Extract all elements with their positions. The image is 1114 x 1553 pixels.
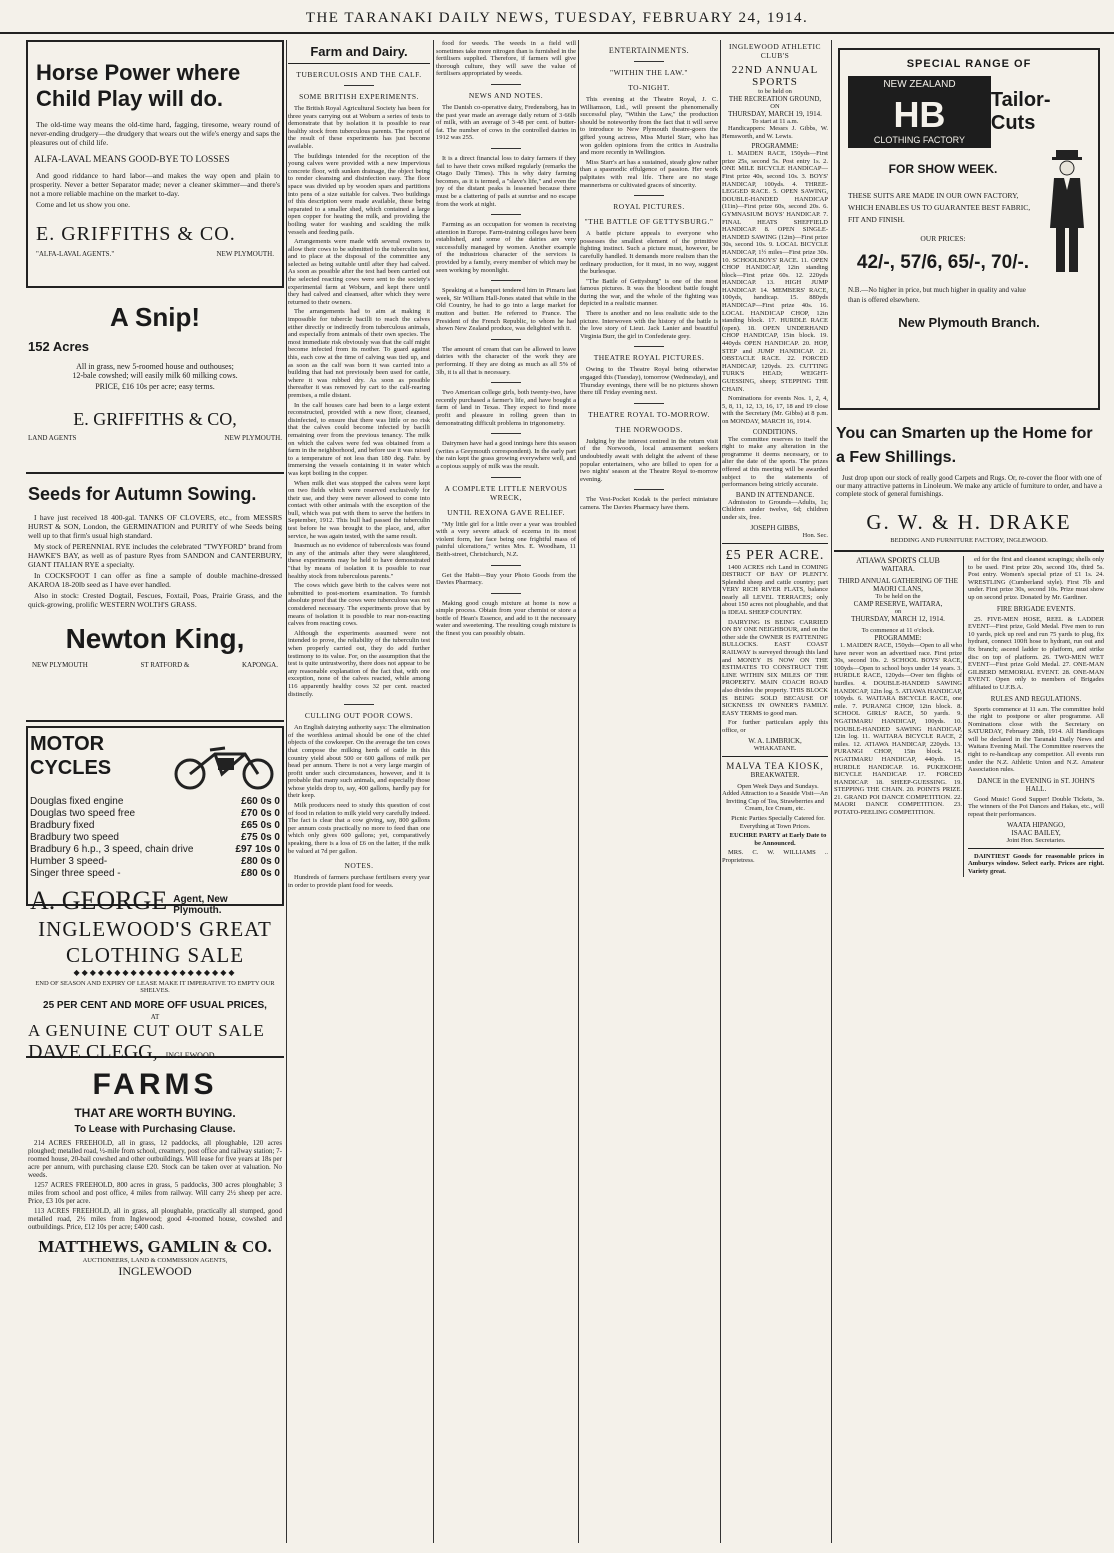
ad-line: CAMP RESERVE, WAITARA, <box>853 600 943 608</box>
article-subheading: THEATRE ROYAL TO-MORROW. <box>588 409 710 419</box>
article-paragraph: Speaking at a banquet tendered him in Pimaru last week, Sir William Hall-Jones stated that while in the Old Country, he had to go into a large market for mutton and butter. He referred to France. The President of the French Republic, to whom he had shown New Zealand produce, was delighted with it. <box>436 287 576 333</box>
ad-line: PROGRAMME: <box>751 142 799 151</box>
gentleman-figure-icon <box>1044 148 1090 278</box>
article-paragraph: The amount of cream that can be allowed to leave dairies with the character of the work they are performing. If they are doing as much as all 5% of 3lb, it is all that is necessary. <box>436 345 576 376</box>
article-subheading: THEATRE ROYAL PICTURES. <box>593 353 705 363</box>
article-paragraph: The arrangements had to aim at making it impossible for tubercle bacilli to reach the calves either directly or indirectly from tuberculous animals, and especially from animals of their own species. The most immediate risk obviously was that the calf might become infected from its mother. To guard against this, each cow at the time of calving was tied up, and as soon as the calf was born it was carried into a building that had not previously been used for cattle, where it was rubbed dry. As soon as possible thereafter it was removed by cart to the calf-rearing premises, a mile distant. <box>288 308 430 399</box>
article-paragraph: Inasmuch as no evidence of tuberculosis was found in any of the animals after they were slaughtered, these experiments may be held to have demonstrated "that by means of isolation it is possible to rear healthy stock from tuberculous parents." <box>288 542 430 580</box>
ad-body: Nominations for events Nos. 1, 2, 4, 5, 8, 11, 12, 13, 16, 17, 18 and 19 close with the Secretary (Mr. Gibbs) at 8 p.m. on MONDAY, MARCH 16, 1914. <box>722 395 828 425</box>
article-paragraph: There is another and no less realistic side to the picture. Interwoven with the history of the battle is the love story of Lieut. Jack Lanier and beautiful Virginia Burr, the girl in Confederate grey. <box>580 310 718 340</box>
article-subheading: TUBERCULOSIS AND THE CALF. <box>296 70 422 79</box>
column-rule <box>720 40 721 1543</box>
ad-line: To be held on the <box>875 593 921 600</box>
ad-headline: You can Smarten up the Home for a Few Shillings. <box>836 425 1093 466</box>
article-subheading: CULLING OUT POOR COWS. <box>304 711 414 721</box>
article-paragraph: Owing to the Theatre Royal being otherwise engaged this (Tuesday), tomorrow (Wednesday), and Thursday evenings, there will be no pictures shown there till Friday evening next. <box>580 366 718 397</box>
ad-line: A GENUINE CUT OUT SALE <box>28 1021 265 1040</box>
ad-signature: Joint Hon. Secretaries. <box>1006 836 1066 844</box>
column-farm-and-dairy <box>288 40 430 1543</box>
ad-subtitle: THAT ARE WORTH BUYING. <box>74 1106 236 1120</box>
ad-body: Also in stock: Crested Dogtail, Fescues, Foxtail, Poas, Prairie Grass, and the quick-growing, prolific WESTERN WOLTH'S GRASS. <box>28 591 282 609</box>
article-paragraph: Arrangements were made with several owners to allow their cows to be submitted to the tuberculin test, and to place at the disposal of the committee any selected as being suitable until after they had calved. As soon as possible after the test had been carried out the selected reacting cows were sent to the society's experimental farm at Woburn, and kept there until they had calved and cleansed, after which they were returned to their owners. <box>288 238 430 306</box>
ad-headline: MOTOR CYCLES <box>30 733 112 779</box>
column-advertisements-right <box>834 40 1104 1543</box>
motorcycle-illustration-icon <box>170 732 280 792</box>
ad-line: All in grass, new 5-roomed house and outhouses; <box>76 362 234 371</box>
ad-body: My stock of PERENNIAL RYE includes the celebrated "TWYFORD" brand from HAWKE'S BAY, as well as of pasture Ryes from SANDON and CANTERBURY, GIANT ITALIAN RYE a specialty. <box>28 542 282 569</box>
article-paragraph: A battle picture appeals to everyone who possesses the smallest element of the primitive fighting instinct. Such a picture must, however, be carefully handled. It demands more realism than the ordinary production, for it must, in no way, suggest the burlesque. <box>580 230 718 276</box>
column-rule <box>831 40 832 1543</box>
ad-body: Open Week Days and Sundays. Added Attraction to a Seaside Visit—An Inviting Cup of Tea, Strawberries and Cream, Ice Cream, etc. <box>722 782 828 813</box>
ad-subtitle: FOR SHOW WEEK. <box>888 162 998 176</box>
ad-body: 1. MAIDEN RACE, 150yds—First prize 25s, second 5s. Post entry 1s. 2. ONE MILE BICYCLE HANDICAP—First prize 40s, second 10s. 3. BOYS' HANDICAP, 100yds. 4. THREE-LEGGED RACE. 5. OPEN SAWING, DOUBLE-HANDED HANDICAP (11in)—First prize 60s, second 20s. 6. GYMNASIUM BOYS' HANDICAP. 7. FINAL HEATS SHEFFIELD HANDICAP. 8. OPEN SINGLE-HANDED SAWING (12in)—First prize 30s, second 10s. 9. LOCAL BICYCLE HANDICAP, 1½ miles—First prize 30s. 10. SCHOOLBOYS' RACE. 11. OPEN CHOP HANDICAP, 12in standing block—First prize 60s. 12. 220yds HANDICAP. 13. HIGH JUMP HANDICAP. 14. MEMBERS' RACE, 100yds, handicap. 15. 880yds HANDICAP—First prize 40s. 16. LOCAL HANDICAP CHOP, 12in standing block. 17. HURDLE RACE (open). 18. OPEN UNDERHAND CHOP HANDICAP, 15in block. 19. 440yds OPEN HANDICAP. 20. HOP, STEP and JUMP HANDICAP. 21. OBSTACLE RACE. 22. FORCED HANDICAP, 120yds. 23. CUTTING TURK'S HEAD; WEIGHT-GUESSING, sheep; STEPPING THE CHAIN. <box>722 150 828 393</box>
ad-slogan: ALFA-LAVAL MEANS GOOD-BYE TO LOSSES <box>34 155 230 165</box>
ad-signature: ISAAC BAILEY, <box>1011 828 1061 837</box>
ad-subtitle: Agent, New Plymouth. <box>173 894 228 916</box>
ad-date: THURSDAY, MARCH 19, 1914. <box>728 110 822 118</box>
article-subheading: THE NORWOODS. <box>615 424 683 434</box>
list-item: Bradbury two speed £75 0s 0 <box>30 832 280 843</box>
article-paragraph: The British Royal Agricultural Society has been for three years carrying out at Woburn a series of tests to demonstrate that by isolation it is possible to rear healthy stock from tuberculous parents. The report of the result of these experiments has just become available. <box>288 105 430 150</box>
article-subheading: "THE BATTLE OF GETTYSBURG." <box>584 217 714 227</box>
list-item: Bradbury 6 h.p., 3 speed, chain drive £97 10s 0 <box>30 844 280 855</box>
ad-headline: SPECIAL RANGE OF <box>906 58 1032 70</box>
ad-firm: E. GRIFFITHS & CO. <box>36 223 236 245</box>
ad-body: 1257 ACRES FREEHOLD, 800 acres in grass, 5 paddocks, 300 acres ploughable; 3 miles from school and post office, 4 miles from railway. Will carry 2½ sheep per acre. Price, £3 10s per acre. <box>28 1181 282 1205</box>
snip-ad <box>26 288 284 474</box>
ad-subtitle: AUCTIONEERS, LAND & COMMISSION AGENTS, <box>82 1257 228 1264</box>
article-paragraph: "My little girl for a little over a year was troubled with a very severe attack of eczema in its most violent form, her face being one frightful mass of painful ulcerations," writes Mrs. E. Woodham, 11 Beith-street, Christchurch, N.Z. <box>436 520 576 558</box>
section-heading: Farm and Dairy. <box>288 40 430 64</box>
clegg-sale-ad: INGLEWOOD'S GREAT CLOTHING SALE ◆◆◆◆◆◆◆◆◆◆◆◆◆◆◆◆◆◆◆◆ END OF SEASON AND EXPIRY OF LEASE MAKE IT IMPERATIVE TO EMPTY OUR SHELVES. 25 PER CENT AND MORE OFF USUAL PRICES, AT A GENUINE CUT OUT SALE DAVE CLEGG, INGLEWOOD. <box>26 906 284 1058</box>
ad-town: NEW PLYMOUTH <box>32 661 88 669</box>
article-paragraph: In the calf houses care had been to a large extent reconstructed, provided with a new floor, cleansed, disinfected, to ensure that there was little or no risk that the calves could become infected by bacilli remaining over from the previous tenancy. The milk on which the calves were fed was obtained from a farm in the neighborhood, and before use it was raised to a temperature of not less than 180 deg. Fahr. by immersing the vessels containing it in water which was kept boiling in the copper. <box>288 401 430 477</box>
section-heading: ENTERTAINMENTS. <box>608 46 690 55</box>
atiawa-sports-ad <box>834 556 1104 877</box>
ad-body: THESE SUITS ARE MADE IN OUR OWN FACTORY, WHICH ENABLES US TO GUARANTEE BEST FABRIC, FIT AND FINISH. <box>848 191 1031 224</box>
ad-town: KAPONGA. <box>242 661 278 669</box>
motor-price-list <box>30 796 280 880</box>
ad-town: ST RATFORD & <box>140 661 190 669</box>
ad-line: THIRD ANNUAL GATHERING OF THE MAORI CLANS, <box>838 577 958 593</box>
ad-agents: "ALFA-LAVAL AGENTS." <box>36 250 115 258</box>
ad-signature: Hon. Sec. <box>802 531 828 539</box>
ad-body: The old-time way means the old-time hard, fagging, tiresome, weary round of never-ending drudgery—the drudgery that wears out the wife's energy and saps the pleasures out of child life. <box>30 120 280 147</box>
logo-text: CLOTHING FACTORY <box>873 135 966 145</box>
ad-line: CONDITIONS. <box>752 427 798 436</box>
article-subheading: SOME BRITISH EXPERIMENTS. <box>299 92 419 101</box>
hb-logo <box>848 76 991 148</box>
alfa-laval-ad <box>26 40 284 288</box>
ad-line: OUR PRICES: <box>920 234 966 243</box>
column-sports-notices <box>722 40 828 1543</box>
column-news-and-notes <box>436 40 576 1543</box>
drake-furnishing-ad <box>834 414 1104 552</box>
ad-headline: Horse Power where Child Play will do. <box>36 60 241 111</box>
ad-date: THURSDAY, MARCH 12, 1914. <box>851 615 945 623</box>
ad-signature: W. A. LIMBRICK, <box>748 736 802 745</box>
ad-firm: A. GEORGE <box>30 886 168 915</box>
article-paragraph: Judging by the interest centred in the return visit of the Norwoods, local amusement seekers undoubtedly await with delight the advent of these popular entertainers, who are billed to open for a two nights' season at the Theatre Royal to-morrow evening. <box>580 437 718 483</box>
ad-body: 1. MAIDEN RACE, 150yds—Open to all who have never won an advertised race. First prize 30s, second 10s. 2. SCHOOL BOYS' RACE, 100yds—Open to school boys under 14 years. 3. HURDLE RACE, 120yds—Over ten flights of hurdles. 4. DOUBLE-HANDED SAWING HANDICAP, 12in log. 5. ATIAWA HANDICAP, 100yds. 6. WAITARA BICYCLE RACE, one mile. 7. PURANGI CHOP, 12in block. 8. SCHOOL GIRLS' RACE, 50 yards. 9. NGATIMARU HANDICAP, 100yds. 10. DOUBLE-HANDED SAWING HANDICAP, 12in log. 11. WAITARA BICYCLE RACE, 2 miles. 12. ATIAWA HANDICAP, 220yds. 13. PURANGI CHOP, 15in block. 14. NGATIMARU HANDICAP, 440yds. 15. HURDLE HANDICAP. 16. PUKEKOHE BICYCLE HANDICAP. 17. FORCED HANDICAP. 18. SHEEP-GUESSING. 19. STEPPING THE CHAIN. 20. POINTS PRIZE. 21. GRAND POI DANCE COMPETITION. 22. MAORI DANCE COMPETITION. 23. POTATO-PEELING COMPETITION. <box>834 642 962 817</box>
article-subheading: NOTES. <box>344 861 374 871</box>
ad-town: INGLEWOOD <box>118 1264 192 1278</box>
article-paragraph: "The Battle of Gettysburg" is one of the most famous pictures. It was the bloodiest battle fought during the war, and the whole of the fighting was depicted in a realistic manner. <box>580 277 718 308</box>
article-paragraph: The Danish co-operative dairy, Fredensborg, has in the past year made an average daily return of 3·66lb of milk, with an average of 3·48 per cent. of butter-fat. The number of cows in the controlled dairies in 1912 was 255. <box>436 103 576 142</box>
seeds-ad <box>26 474 284 722</box>
article-subheading: NEWS AND NOTES. <box>468 90 544 100</box>
ad-subheading: FIRE BRIGADE EVENTS. <box>996 604 1076 613</box>
article-paragraph: Making good cough mixture at home is now a simple process. Obtain from your chemist or store a bottle of Hean's Essence, and add to it the necessary water and sweetening. The resulting cough mixture is the finest you can possibly obtain. <box>436 599 576 638</box>
ad-town: NEW PLYMOUTH. <box>224 434 282 442</box>
ad-body: Good Music! Good Supper! Double Tickets, 3s. The winners of the Poi Dances and Hakas, etc., will repeat their performances. <box>968 795 1104 819</box>
ad-town: INGLEWOOD. <box>165 1051 217 1060</box>
ad-body: Admission to Grounds—Adults, 1s; Children under twelve, 6d; children under six, free. <box>722 498 828 521</box>
ad-subheading: RULES AND REGULATIONS. <box>990 694 1082 703</box>
motor-cycles-ad <box>26 726 284 916</box>
ad-town: WHAKATANE. <box>753 744 797 752</box>
ad-firm: MATTHEWS, GAMLIN & CO. <box>38 1237 272 1256</box>
logo-text: HB <box>893 94 946 135</box>
list-item: Douglas two speed free £70 0s 0 <box>30 808 280 819</box>
ad-signature: JOSEPH GIBBS, <box>750 523 800 532</box>
ad-body: For further particulars apply this office, or <box>722 719 828 734</box>
ad-line: BAND IN ATTENDANCE. <box>735 490 815 499</box>
ad-firm: G. W. & H. DRAKE <box>866 510 1072 534</box>
list-item: Singer three speed - £80 0s 0 <box>30 868 280 879</box>
article-paragraph: Hundreds of farmers purchase fertilisers every year in order to provide plant food for weeds. <box>288 874 430 889</box>
article-subheading: ROYAL PICTURES. <box>613 202 685 212</box>
masthead <box>0 6 1114 34</box>
ad-line: 12-bale cowshed; will easily milk 60 milking cows. <box>72 371 238 380</box>
article-paragraph: food for weeds. The weeds in a field will sometimes take more nitrogen than is furnished in the fertilisers supplied. Therefore, if farmers will give thorough culture, they will save the value of fertilisers appropriated by weeds. <box>436 40 576 78</box>
ad-body: Sports commence at 11 a.m. The committee hold the right to postpone or alter programme. All Nominations close with the Secretary on SATURDAY, February 28th, 1914. All Handicaps will be declared in the Taranaki Daily News and Waitara Evening Mail. The Committee reserves the right to re-handicap any competitor. All events run under the N.Z. Athletic Union and N.Z. Amateur Association rules. <box>968 705 1104 774</box>
article-paragraph: Miss Starr's art has a sustained, steady glow rather than a spasmodic effulgence of passion. Her work palpitates with real life. There are no stage mannerisms or cultivated graces of sincerity. <box>580 158 718 189</box>
ad-body: 25. FIVE-MEN HOSE, REEL & LADDER EVENT—First prize, Gold Medal. Five men to run 10 yards, pick up reel and run 75 yards to plug, fix hydrant, connect 100ft hose to hydrant, run out and fix branch; ascend ladder to platform, and strike disc on top of platform. 26. TWO-MEN WET EVENT—First prize Gold Medal. 27. ONE-MAN GILBERD MEMORIAL EVENT. 28. ONE-MAN EVENT. Open only to members of Brigades affiliated to U.F.B.A. <box>968 615 1104 691</box>
ad-body: Come and let us show you one. <box>36 200 130 209</box>
column-advertisements-left <box>26 40 284 1543</box>
ad-firm: E. GRIFFITHS & CO, <box>73 409 237 429</box>
ad-body: DAIRYING IS BEING CARRIED ON BY ONE NEIGHBOUR, and on the other side the OWNER IS FATTENING BULLOCKS. EAST COAST RAILWAY is surveyed through this land and MONEY IS NOW ON THE ESTIMATES TO CONSTRUCT THE LINE WITHIN SIX MILES OF THE PROPERTY. MAIN COACH ROAD also divides the property. THIS BLOCK IS BEING SOLD BECAUSE OF SICKNESS IN OWNER'S FAMILY. EASY TERMS to good man. <box>722 618 828 717</box>
ad-agents: LAND AGENTS <box>28 434 77 442</box>
ad-body: 113 ACRES FREEHOLD, all in grass, all ploughable, practically all stumped, good metalled road, 2½ miles from Inglewood; good 4-roomed house, cowshed and outbuildings. Price, £12 10s per acre; £400 cash. <box>28 1207 282 1231</box>
ad-body: I have just received 18 400-gal. TANKS OF CLOVERS, etc., from MESSRS HURST & SON, London, the GERMINATION and PURITY of whe Seeds being well up to that firm's usual high standard. <box>28 513 282 540</box>
ad-headline: ATIAWA SPORTS CLUB <box>856 556 940 565</box>
ad-body: EUCHRE PARTY at Early Date to be Announced. <box>729 832 827 847</box>
ad-subtitle: To Lease with Purchasing Clause. <box>74 1124 236 1135</box>
list-item: Douglas fixed engine £60 0s 0 <box>30 796 280 807</box>
list-item: Humber 3 speed- £80 0s 0 <box>30 856 280 867</box>
ad-line: 25 PER CENT AND MORE OFF USUAL PRICES, <box>43 1000 267 1011</box>
ad-town: New Plymouth Branch. <box>898 315 1040 330</box>
ad-body: 1400 ACRES rich Land in COMING DISTRICT OF BAY OF PLENTY. Splendid sheep and cattle country; part VERY RICH RIVER FLATS, balance nearly all LEVEL TERRACES; only about 150 acres not ploughable, and that is IDEAL SHEEP COUNTRY. <box>722 563 828 617</box>
masthead-text: THE TARANAKI DAILY NEWS, TUESDAY, FEBRUARY 24, 1914. <box>305 10 809 26</box>
article-paragraph: Two American college girls, both twenty-two, have recently purchased a farmer's life, and have bought a farm of land in Texas. They expect to find more profit and pleasure in rolling green than in demonstrating difficult problems in trigonometry. <box>436 389 576 427</box>
ad-headline: Seeds for Autumn Sowing. <box>28 484 257 504</box>
ad-body: The committee reserves to itself the right to make any alteration in the programme it deems necessary, or to alter the date of the sports. The prizes offered at this meeting will be awarded subject to the statements of performances being strictly accurate. <box>722 435 828 489</box>
ad-body: DAINTIEST Goods for reasonable prices in Amburys window. Select early. Prices are right. Variety great. <box>968 852 1104 875</box>
ad-body: Picnic Parties Specially Catered for. Everything at Town Prices. <box>731 814 825 830</box>
article-paragraph: When milk diet was stopped the calves were kept on two fields which were reserved exclusively for their use, and they were never allowed to come into contact with other animals with the exception of the bull, which was put with them to serve the heifers in September, 1912. This bull had passed the tuberculin test before he was brought to the place, and, after service, he was again tested, with the same result. <box>288 479 430 540</box>
ad-body: Handicappers: Messrs J. Gibbs, W. Hemsworth, and W. Lewis. <box>722 125 828 140</box>
ad-firm: DAVE CLEGG, <box>28 1041 158 1063</box>
ad-town: WAITARA. <box>881 565 915 573</box>
article-paragraph: Farming as an occupation for women is receiving attention in Europe. Farm-training colleges have been established, and some of the dairies are very successfully managed by women. Another example of the industrious character of the services is provided by a family, every member of which may be seen working by moonlight. <box>436 221 576 274</box>
ad-body: N.B.—No higher in price, but much higher in quality and value than is offered elsewhere. <box>848 286 1026 304</box>
ad-headline: 22ND ANNUAL SPORTS <box>731 64 819 88</box>
ad-line: END OF SEASON AND EXPIRY OF LEASE MAKE IT IMPERATIVE TO EMPTY OUR SHELVES. <box>35 980 275 994</box>
ad-headline: £5 PER ACRE. <box>725 547 825 563</box>
ad-headline: INGLEWOOD ATHLETIC CLUB'S <box>728 42 822 60</box>
ad-headline: A Snip! <box>109 302 201 332</box>
list-item: Bradbury fixed £65 0s 0 <box>30 820 280 831</box>
article-paragraph: This evening at the Theatre Royal, J. C. Williamson, Ltd., will present the phenomenally successful play, "Within the Law," the production should be noteworthy from the fact that it will serve to introduce to New Plymouth theatre-goers the gifted young actress, Miss Muriel Starr, who has won golden opinions from the critics in Australia and more recently in Wellington. <box>580 96 718 157</box>
ad-headline: INGLEWOOD'S GREAT CLOTHING SALE <box>38 917 272 967</box>
ad-prices: 42/-, 57/6, 65/-, 70/-. <box>856 252 1030 273</box>
hb-clothing-ad <box>838 48 1100 410</box>
ad-price: PRICE, £16 10s per acre; easy terms. <box>95 382 215 391</box>
article-paragraph: Although the experiments assumed were not intended to prove, the reliability of the tuberculin test when properly carried out, they do add further testimony to its value. For, on the assumption that the test is quite untrustworthy, there does not appear to be any reasonable explanation of the fact that, with one exception, none of the calves reacted, while among 116 apparently healthy cows 32 per cent. reacted distinctly. <box>288 629 430 698</box>
ad-headline: FARMS <box>92 1068 218 1101</box>
article-paragraph: Dairymen have had a good innings here this season (writes a Greymouth correspondent). In the early part the rain kept the grass growing everywhere well, and a copious supply of milk was the result. <box>436 440 576 470</box>
ad-subtitle: BREAKWATER. <box>750 770 800 779</box>
ad-signature: WAATA HIPANGO, <box>1007 820 1065 829</box>
article-subheading: UNTIL REXONA GAVE RELIEF. <box>447 507 565 517</box>
article-paragraph: An English dairying authority says: The elimination of the worthless animal should be one of the chief objects of the cowkeeper. On the average the ten cows that compose the milking herds of cattle in this country yield about 500 or 600 gallons of milk per head per annum. There is not a very large margin of profit under such circumstances, however, and it is probable that many such animals, and especially those whose yields drop to, say, 400 gallons, hardly pay for their keep. <box>288 724 430 800</box>
ad-line: to be held on <box>758 88 792 95</box>
ad-firm: Newton King, <box>65 623 245 654</box>
farms-ad <box>26 1058 284 1283</box>
ad-body: 214 ACRES FREEHOLD, all in grass, 12 paddocks, all ploughable, 120 acres ploughed; metalled road, ½-mile from school, creamery, post office and railway station; 7-roomed house, 20-bail cowshed and other outbuildings. Will lease for five years at 18s per acre per annum, with purchasing clause £20. Stock can be taken over at valuation. No weeds. <box>28 1139 282 1179</box>
ad-subtitle: BEDDING AND FURNITURE FACTORY, INGLEWOOD. <box>890 537 1048 544</box>
article-paragraph: The cows which gave birth to the calves were not submitted to post-mortem examination. To furnish absolute proof that the cows were tuberculous was not considered necessary. The experiments prove that by means of isolation it is possible to rear non-reacting calves from reacting cows. <box>288 582 430 628</box>
ad-line: To start at 11 a.m. <box>751 118 799 125</box>
ad-body: Just drop upon our stock of really good Carpets and Rugs. Or, re-cover the floor with one of our many attractive patterns in Linoleum. We make any article of furniture to order, and have a complete stock of general furnishings. <box>836 474 1102 498</box>
article-paragraph: It is a direct financial loss to dairy farmers if they fail to have their cows milked regularly (remarks the Otago Daily Times). This is why dairy farming becomes, as it is termed, a "slave's life," and even the joy of the distant peaks is lessened because there must be a clattering of pails at sunrise and no escape from the work at night. <box>436 154 576 208</box>
ad-body: In COCKSFOOT I can offer as fine a sample of double machine-dressed AKAROA 18-20lb seed as I have ever handled. <box>28 571 282 589</box>
ad-town: NEW PLYMOUTH. <box>216 250 274 258</box>
column-rule <box>433 40 434 1543</box>
article-paragraph: Get the Habit—Buy your Photo Goods from the Davies Pharmacy. <box>436 571 576 587</box>
article-paragraph: The buildings intended for the reception of the young calves were provided with a new impervious concrete floor, with sunken drainage, the object being to render cleansing and disinfection easy. The floor space was divided up by wooden spars and partitions into pens of a size suitable for calves. Two buildings of this description were made available, these being separated to a smaller shed, which contained a large open copper for heating the milk, and providing the boiling water for washing and scalding the milk vessels and feeding pails. <box>288 152 430 236</box>
article-subheading: TO-NIGHT. <box>628 83 670 92</box>
ad-line: PROGRAMME: <box>874 634 922 642</box>
ad-line: To commence at 11 o'clock. <box>861 627 935 634</box>
ad-headline: MALVA TEA KIOSK, <box>726 760 824 771</box>
ad-headline: Tailor-Cuts <box>990 89 1051 134</box>
ad-line: ON <box>770 103 780 110</box>
ad-line: THE RECREATION GROUND, <box>728 95 822 103</box>
column-rule <box>578 40 579 1543</box>
ad-body: ed for the first and cleanest scrapings; shells only to be used. First prize 20s, second 10s, third 5s. Post entry. Women's special prize of £1 1s. 24. WRESTLING (Cumberland style). First 7lb and under. First prize 30s, second 10s. Prize must show up on second prize. Donated by Mr. Gardiner. <box>968 556 1104 601</box>
ad-line: AT <box>150 1013 160 1021</box>
column-entertainments <box>580 40 718 1543</box>
ad-subheading: DANCE in the EVENING in ST. JOHN'S HALL. <box>977 776 1095 793</box>
article-paragraph: The Vest-Pocket Kodak is the perfect miniature camera. The Davies Pharmacy have them. <box>580 496 718 511</box>
logo-text: NEW ZEALAND <box>883 79 956 90</box>
ad-acres: 152 Acres <box>28 339 89 354</box>
ad-body: And good riddance to hard labor—and makes the way open and plain to prosperity. Never a better Separator made; never a cleaner skimmer—and there's not a more reliable machine on the market to-day. <box>30 171 280 198</box>
article-subheading: "WITHIN THE LAW." <box>610 68 688 77</box>
article-subheading: A COMPLETE LITTLE NERVOUS WRECK, <box>444 483 568 502</box>
column-rule <box>286 40 287 1543</box>
article-paragraph: Milk producers need to study this question of cost of food in relation to milk yield very carefully indeed. The fact is clear that a cow giving, say, 800 gallons per annum costs practically no more to feed than one which only gives 600 gallons; yet, comparatively speaking, there is a loss of £6 on the latter, if the milk be valued at 7d per gallon. <box>288 802 430 855</box>
ad-line: on <box>894 608 902 615</box>
ad-signature: MRS. C. W. WILLIAMS .. Proprietress. <box>722 849 828 864</box>
